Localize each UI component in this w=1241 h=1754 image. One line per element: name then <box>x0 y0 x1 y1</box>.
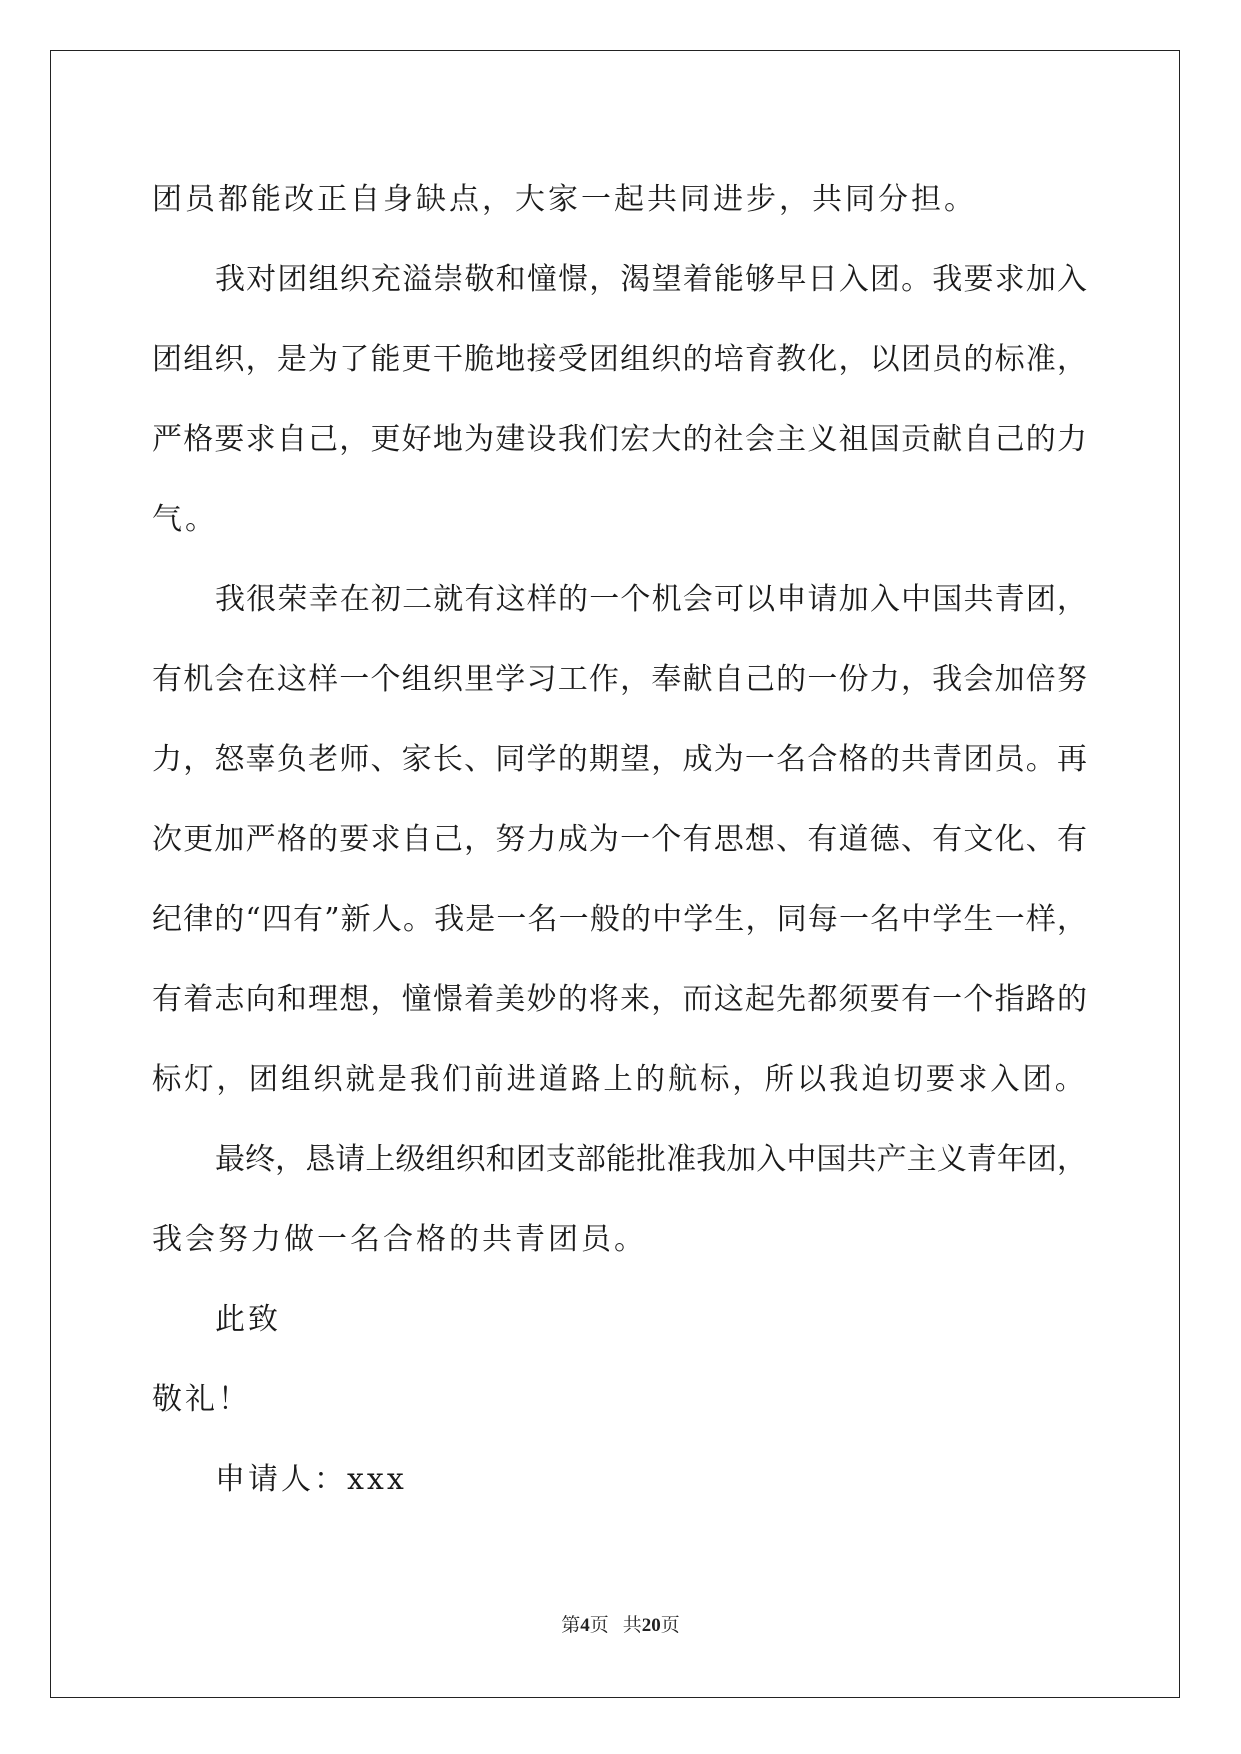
paragraph-line: 我很荣幸在初二就有这样的一个机会可以申请加入中国共青团， <box>215 582 1087 617</box>
document-body <box>152 160 1087 1520</box>
closing-line: 此致 <box>215 1302 281 1337</box>
paragraph-line: 气。 <box>152 502 218 537</box>
paragraph-line: 有着志向和理想，憧憬着美妙的将来，而这起先都须要有一个指路的 <box>152 982 1087 1017</box>
page-number: 4 <box>580 1615 590 1636</box>
paragraph-line: 最终，恳请上级组织和团支部能批准我加入中国共产主义青年团， <box>215 1142 1087 1177</box>
paragraph-line: 标灯，团组织就是我们前进道路上的航标，所以我迫切要求入团。 <box>152 1062 1087 1097</box>
page-footer <box>0 1610 1241 1637</box>
paragraph-line: 团组织，是为了能更干脆地接受团组织的培育教化，以团员的标准， <box>152 342 1087 377</box>
page-suffix: 页 <box>589 1615 609 1636</box>
salute-line: 敬礼！ <box>152 1382 251 1417</box>
paragraph-line: 我会努力做一名合格的共青团员。 <box>152 1222 647 1257</box>
total-suffix: 页 <box>660 1615 680 1636</box>
page-prefix: 第 <box>561 1615 581 1636</box>
paragraph-line: 我对团组织充溢崇敬和憧憬，渴望着能够早日入团。我要求加入 <box>215 262 1087 297</box>
paragraph-line: 纪律的“四有”新人。我是一名一般的中学生，同每一名中学生一样， <box>152 902 1087 937</box>
total-prefix: 共 <box>622 1615 642 1636</box>
paragraph-line: 次更加严格的要求自己，努力成为一个有思想、有道德、有文化、有 <box>152 822 1087 857</box>
signature-line: 申请人：xxx <box>215 1462 407 1497</box>
total-pages: 20 <box>641 1615 661 1636</box>
paragraph-line: 有机会在这样一个组织里学习工作，奉献自己的一份力，我会加倍努 <box>152 662 1087 697</box>
paragraph-line: 力，怒辜负老师、家长、同学的期望，成为一名合格的共青团员。再 <box>152 742 1087 777</box>
paragraph-line: 团员都能改正自身缺点，大家一起共同进步，共同分担。 <box>152 182 977 217</box>
paragraph-line: 严格要求自己，更好地为建设我们宏大的社会主义祖国贡献自己的力 <box>152 422 1087 457</box>
